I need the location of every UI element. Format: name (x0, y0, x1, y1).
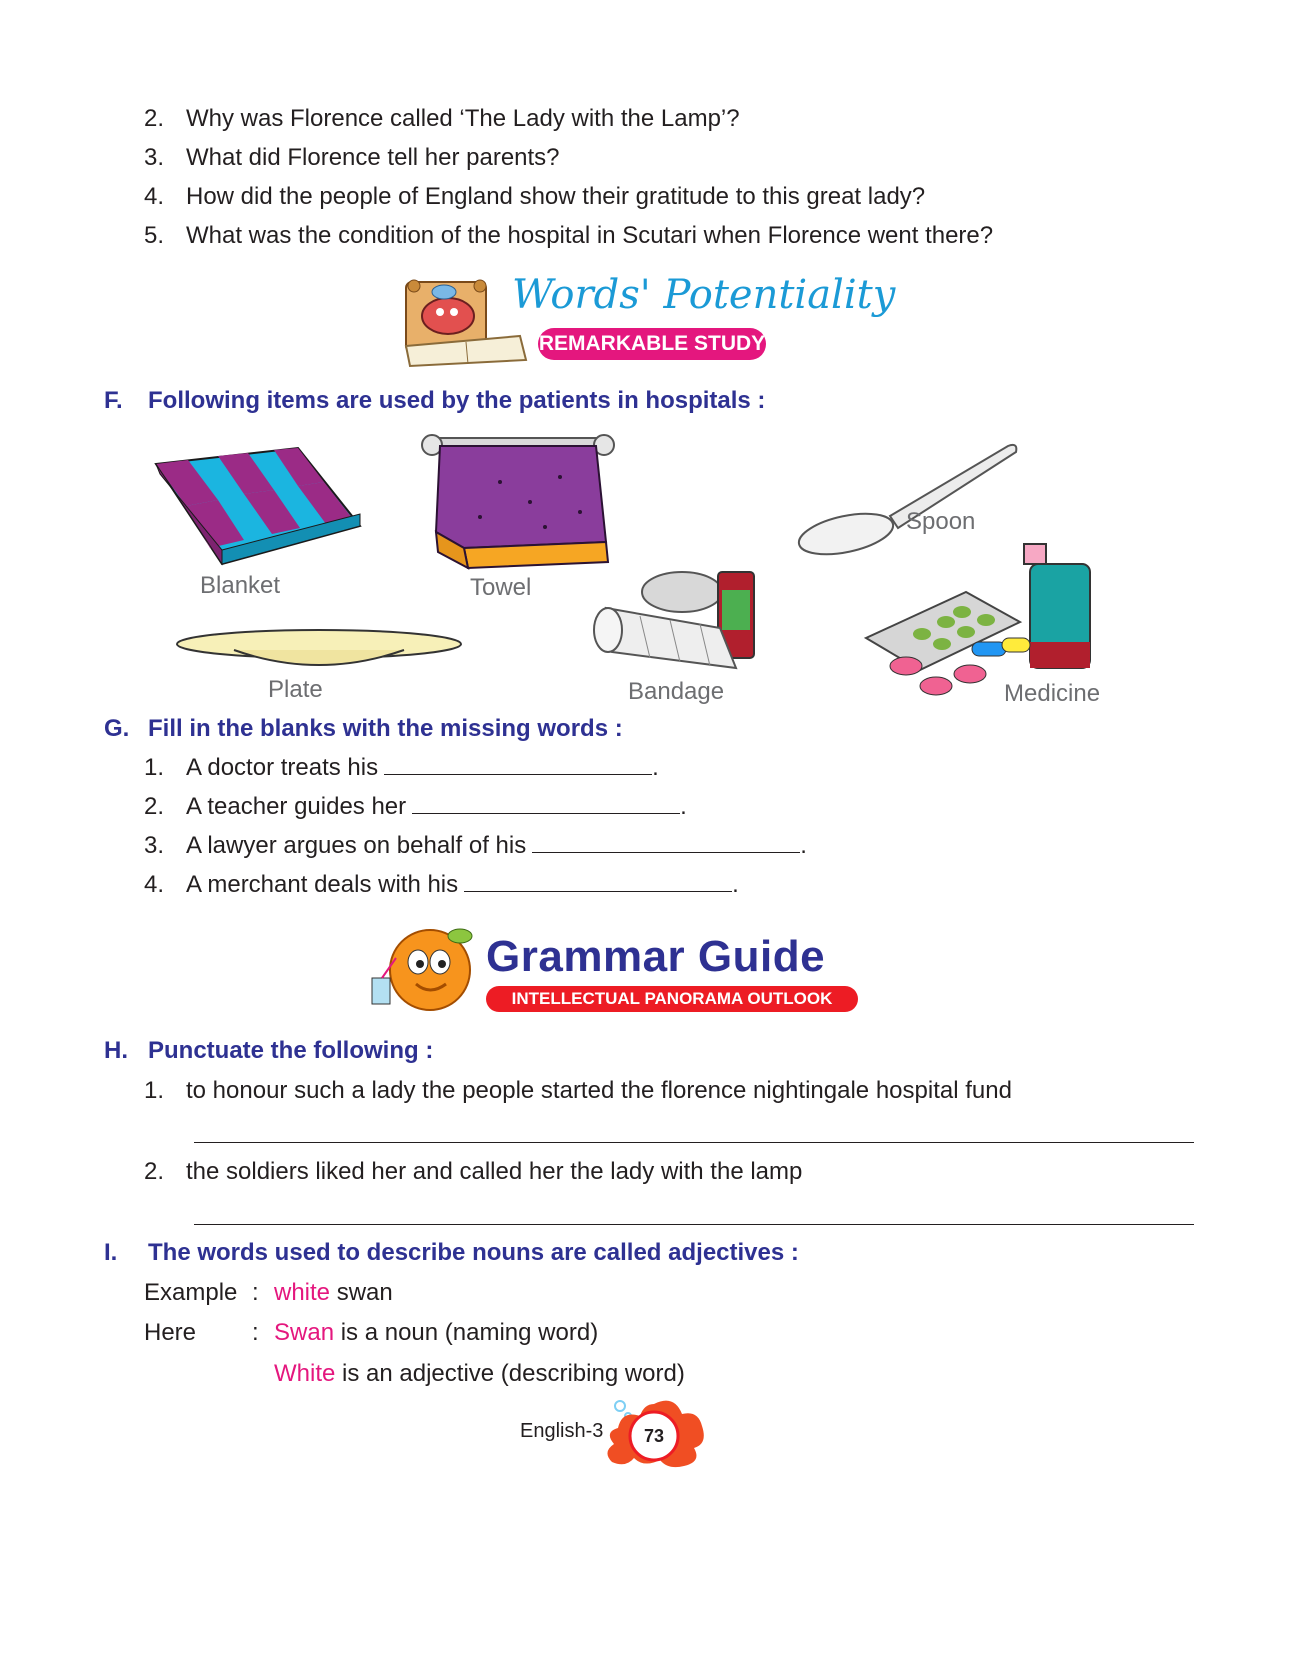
answer-line[interactable] (194, 1142, 1194, 1143)
spoon-picture (796, 438, 1022, 556)
bandage-picture (590, 568, 770, 674)
section-letter: H. (104, 1037, 128, 1064)
item-number: 1. (144, 1077, 165, 1104)
question-text: What did Florence tell her parents? (186, 144, 560, 171)
item-text: the soldiers liked her and called her the lady with the lamp (186, 1158, 803, 1185)
answer-blank[interactable] (464, 871, 732, 892)
towel-label: Towel (470, 574, 532, 601)
answer-blank[interactable] (412, 793, 680, 814)
explanation-text: is a noun (naming word) (340, 1319, 599, 1346)
page-number: 73 (643, 1426, 665, 1446)
section-heading-text: Fill in the blanks with the missing words : (148, 715, 623, 742)
words-potentiality-banner (400, 272, 896, 372)
bandage-label: Bandage (628, 678, 725, 705)
question-number: 3. (144, 144, 165, 171)
banner-title: Words' Potentiality (512, 272, 896, 318)
item-number: 2. (144, 793, 165, 820)
example-label: Example (144, 1279, 238, 1306)
reading-dog-illustration (400, 272, 530, 368)
question-text: What was the condition of the hospital in Scutari when Florence went there? (186, 222, 994, 249)
book-title: English-3 (520, 1420, 604, 1442)
banner-title: Grammar Guide (486, 932, 826, 981)
item-number: 1. (144, 754, 165, 781)
adjective-word: white (274, 1279, 331, 1306)
spoon-label: Spoon (906, 508, 976, 535)
section-letter: I. (104, 1239, 118, 1266)
question-number: 2. (144, 105, 165, 132)
highlight-word: White (274, 1360, 336, 1387)
noun-word: swan (336, 1279, 393, 1306)
question-text: How did the people of England show their gratitude to this great lady? (186, 183, 926, 210)
item-text: A doctor treats his (186, 754, 379, 781)
banner-subtitle-pill: INTELLECTUAL PANORAMA OUTLOOK (486, 986, 858, 1012)
towel-picture (420, 432, 616, 570)
plate-label: Plate (268, 676, 323, 703)
orange-mascot-illustration (362, 922, 482, 1018)
medicine-picture (862, 542, 1096, 700)
item-text: A teacher guides her (186, 793, 407, 820)
here-label: Here (144, 1319, 197, 1346)
answer-line[interactable] (194, 1224, 1194, 1225)
item-text: A merchant deals with his (186, 871, 459, 898)
colon: : (252, 1319, 259, 1346)
highlight-word: Swan (274, 1319, 335, 1346)
item-number: 4. (144, 871, 165, 898)
question-number: 5. (144, 222, 165, 249)
grammar-guide-banner (362, 922, 862, 1022)
item-number: 2. (144, 1158, 165, 1185)
blanket-picture (148, 444, 370, 568)
section-heading-text: Punctuate the following : (148, 1037, 434, 1064)
section-heading-text: Following items are used by the patients in hospitals : (148, 387, 766, 414)
colon: : (252, 1279, 259, 1306)
plate-picture (174, 622, 464, 672)
answer-blank[interactable] (384, 754, 652, 775)
medicine-label: Medicine (1004, 680, 1101, 707)
item-text: to honour such a lady the people started the florence nightingale hospital fund (186, 1077, 1012, 1104)
answer-blank[interactable] (532, 832, 800, 853)
banner-subtitle-pill: REMARKABLE STUDY (538, 328, 766, 360)
item-number: 3. (144, 832, 165, 859)
blanket-label: Blanket (200, 572, 281, 599)
section-letter: G. (104, 715, 130, 742)
question-number: 4. (144, 183, 165, 210)
item-text: A lawyer argues on behalf of his (186, 832, 527, 859)
section-letter: F. (104, 387, 123, 414)
question-text: Why was Florence called ‘The Lady with the Lamp’? (186, 105, 740, 132)
explanation-text: is an adjective (describing word) (342, 1360, 685, 1387)
section-heading-text: The words used to describe nouns are called adjectives : (148, 1239, 799, 1266)
